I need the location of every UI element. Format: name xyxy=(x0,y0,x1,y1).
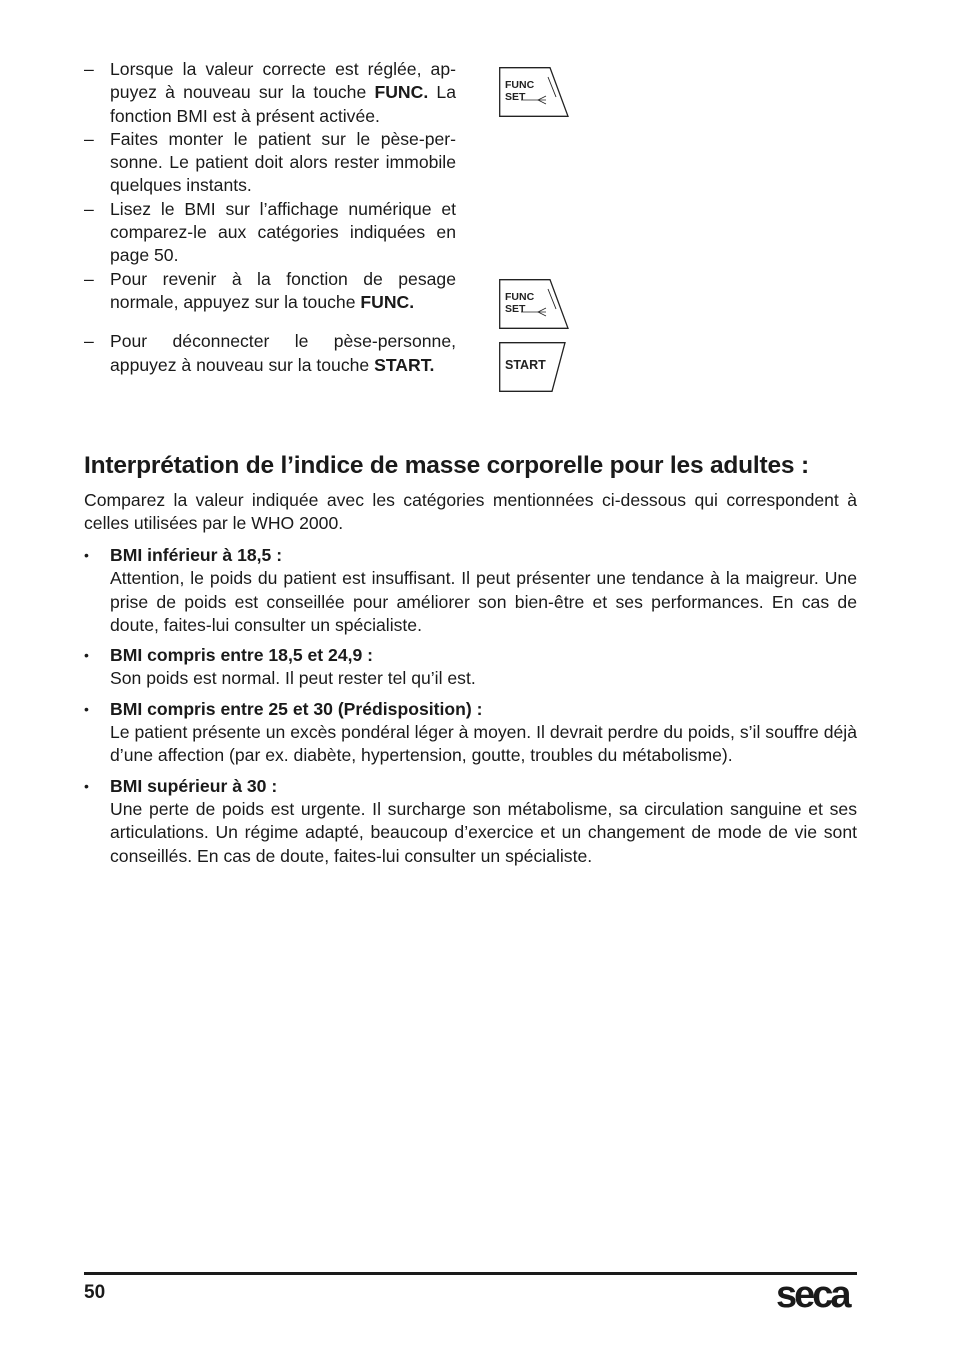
bullet-marker: • xyxy=(84,700,89,717)
step-key-name: FUNC. xyxy=(360,291,415,312)
category-text: Attention, le poids du patient est insuffisant. Il peut présenter une tendance à la maigreur. Une prise de poids est conseillée pour améliorer son bien-être et ses performances. En cas de doute, faites-lui consulter un spécialiste. xyxy=(110,568,857,635)
footer-rule xyxy=(84,1272,857,1275)
instruction-step xyxy=(84,198,456,268)
category-title: BMI inférieur à 18,5 : xyxy=(110,545,283,565)
key-label-set: SET xyxy=(505,303,526,315)
dash-marker: – xyxy=(84,268,94,289)
key-label-func: FUNC xyxy=(505,291,535,303)
category-title: BMI compris entre 25 et 30 (Prédisposition) : xyxy=(110,698,483,719)
bullet-marker: • xyxy=(84,647,89,664)
instruction-step xyxy=(84,330,456,377)
section-title: Interprétation de l’indice de masse corporelle pour les adultes : xyxy=(84,452,809,479)
bullet-marker: • xyxy=(84,777,89,794)
step-text: Pour déconnecter le pèse-personne, appuyez à nouveau sur la touche xyxy=(110,331,456,375)
bmi-category xyxy=(84,544,857,637)
brand-wordmark: seca xyxy=(776,1274,849,1313)
brand-logo-icon xyxy=(776,1273,858,1313)
key-label-start: START xyxy=(505,358,546,372)
step-text: Lisez le BMI sur l’affichage numérique et comparez-le aux catégories indiquées en page 50. xyxy=(110,198,456,266)
bmi-category-list xyxy=(84,544,857,868)
instruction-list xyxy=(84,58,456,377)
func-set-key-illustration xyxy=(499,279,569,329)
step-key-name: START. xyxy=(374,354,435,375)
step-text: Faites monter le patient sur le pèse-personne. Le patient doit alors rester immobile quelques instants. xyxy=(110,128,456,196)
bmi-category xyxy=(84,644,857,691)
category-title: BMI compris entre 18,5 et 24,9 : xyxy=(110,645,374,666)
category-title: BMI supérieur à 30 : xyxy=(110,775,278,796)
key-label-set: SET xyxy=(505,91,526,103)
category-text: Son poids est normal. Il peut rester tel qu’il est. xyxy=(110,668,476,689)
dash-marker: – xyxy=(84,128,94,149)
category-text: Le patient présente un excès pondéral léger à moyen. Il devrait perdre du poids, s’il souffre déjà d’une affection (par ex. diabète, hypertension, goutte, troubles du métabolisme). xyxy=(110,722,857,766)
func-set-key-illustration xyxy=(499,67,569,117)
page-number: 50 xyxy=(84,1282,106,1303)
instruction-step xyxy=(84,128,456,198)
instruction-step xyxy=(84,268,456,315)
bmi-category xyxy=(84,775,857,868)
bullet-marker: • xyxy=(84,547,89,563)
start-key-illustration xyxy=(499,342,569,392)
instruction-step xyxy=(84,58,456,128)
step-text: Lorsque la valeur correcte est réglée, appuyez à nouveau sur la touche xyxy=(110,59,456,103)
category-text: Une perte de poids est urgente. Il surcharge son métabolisme, sa circulation sanguine et ses articulations. Un régime adapté, beaucoup d’exercice et un changement de mode de vie sont conseillés. En cas de doute, faites-lui consulter un spécialiste. xyxy=(110,798,857,866)
key-label-func: FUNC xyxy=(505,79,535,91)
step-text-end: La fonction BMI est à présent activée. xyxy=(110,82,456,126)
bmi-category xyxy=(84,698,857,768)
step-text: Pour revenir à la fonction de pesage normale, appuyez sur la touche xyxy=(110,268,456,312)
dash-marker: – xyxy=(84,59,94,79)
seca-logo xyxy=(776,1273,858,1318)
section-intro: Comparez la valeur indiquée avec les catégories mentionnées ci-dessous qui correspondent à celles utilisées par le WHO 2000. xyxy=(84,490,857,534)
step-key-name: FUNC. xyxy=(374,82,429,103)
dash-marker: – xyxy=(84,331,94,352)
dash-marker: – xyxy=(84,198,94,219)
